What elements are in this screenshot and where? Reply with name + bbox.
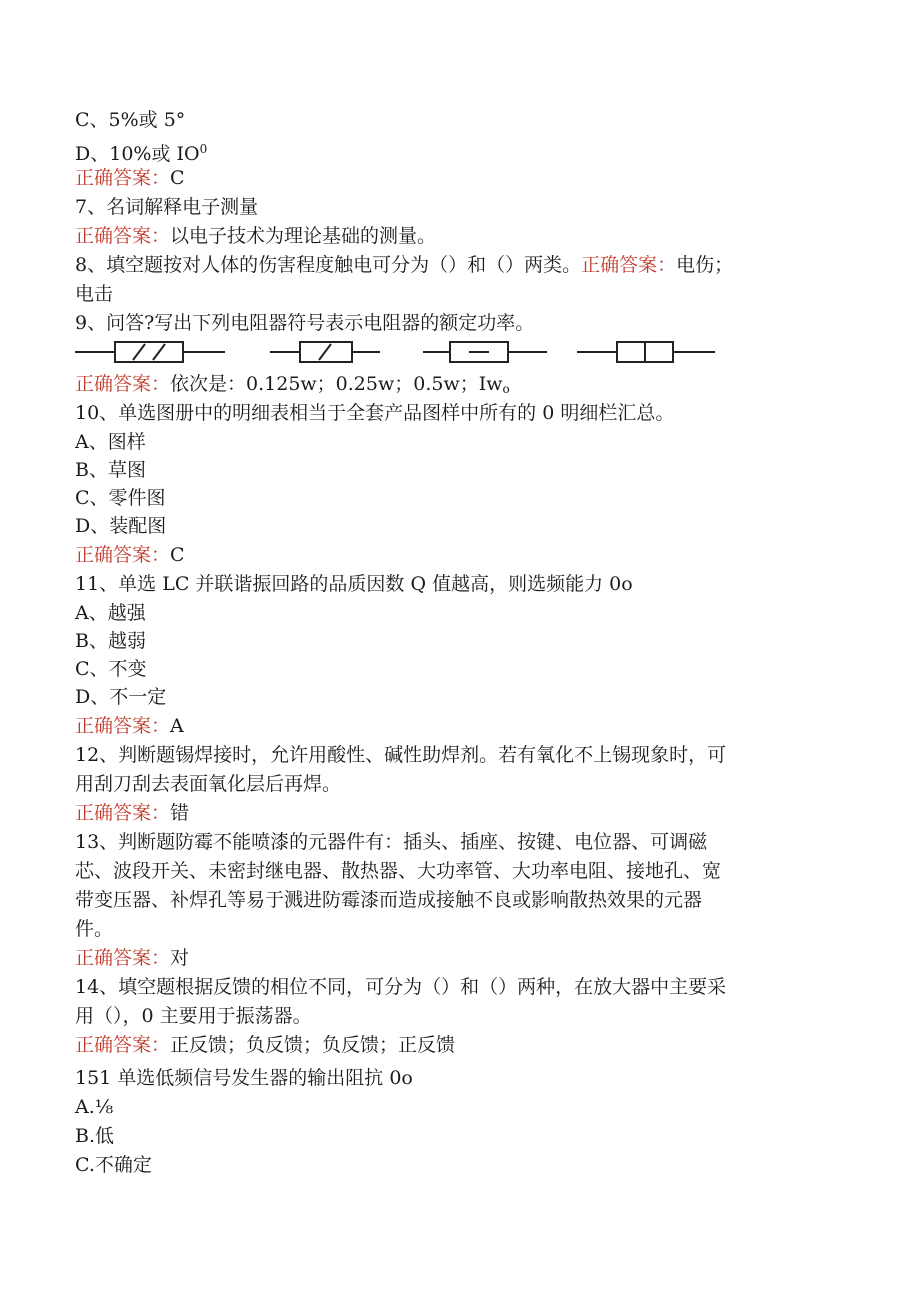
question-11: 11、单选 LC 并联谐振回路的品质因数 Q 值越高，则选频能力 0o — [75, 573, 633, 595]
answer-line: 正确答案：C — [75, 167, 185, 189]
option-d: D、装配图 — [75, 515, 167, 537]
resistor-symbol-double-slash — [75, 342, 225, 362]
question-8: 8、填空题按对人体的伤害程度触电可分为（）和（）两类。正确答案：电伤； — [75, 254, 734, 276]
answer-line: 正确答案：对 — [75, 947, 190, 969]
option-d: D、10%或 $IO^0$ — [75, 142, 208, 165]
resistor-symbol-vertical-bar — [577, 342, 715, 362]
option-b: B、越弱 — [75, 630, 146, 652]
question-13-cont: 芯、波段开关、未密封继电器、散热器、大功率管、大功率电阻、接地孔、宽 — [75, 860, 722, 882]
question-12: 12、判断题锡焊接时，允许用酸性、碱性助焊剂。若有氧化不上锡现象时，可 — [75, 744, 727, 766]
question-14: 14、填空题根据反馈的相位不同，可分为（）和（）两种，在放大器中主要采 — [75, 976, 727, 998]
question-7: 7、名词解释电子测量 — [75, 196, 259, 218]
option-a: A.⅛ — [75, 1096, 114, 1118]
option-b: B、草图 — [75, 459, 146, 481]
option-d: D、不一定 — [75, 686, 167, 708]
option-c: C.不确定 — [75, 1154, 152, 1176]
question-12-cont: 用刮刀刮去表面氧化层后再焊。 — [75, 773, 342, 795]
answer-line: 正确答案：正反馈；负反馈；负反馈；正反馈 — [75, 1034, 456, 1056]
answer-line: 正确答案：C — [75, 544, 185, 566]
option-c: C、5%或 5° — [75, 109, 186, 131]
option-b: B.低 — [75, 1125, 115, 1147]
question-15: 151 单选低频信号发生器的输出阻抗 0o — [75, 1067, 413, 1089]
resistor-symbol-single-slash — [270, 342, 380, 362]
question-10: 10、单选图册中的明细表相当于全套产品图样中所有的 0 明细栏汇总。 — [75, 402, 675, 424]
answer-line: 正确答案：以电子技术为理论基础的测量。 — [75, 225, 437, 247]
option-a: A、图样 — [75, 431, 146, 453]
answer-line: 正确答案：A — [75, 715, 184, 737]
option-a: A、越强 — [75, 602, 146, 624]
question-8-cont: 电击 — [75, 283, 114, 305]
resistor-symbol-dash — [423, 342, 547, 362]
option-c: C、零件图 — [75, 487, 166, 509]
question-13: 13、判断题防霉不能喷漆的元器件有：插头、插座、按键、电位器、可调磁 — [75, 831, 708, 853]
question-14-cont: 用（），0 主要用于振荡器。 — [75, 1005, 312, 1027]
option-c: C、不变 — [75, 658, 147, 680]
resistor-symbols-figure — [75, 338, 725, 368]
question-9: 9、问答?写出下列电阻器符号表示电阻器的额定功率。 — [75, 312, 535, 334]
question-13-cont: 件。 — [75, 918, 114, 940]
answer-line: 正确答案：依次是：0.125w；0.25w；0.5w；$Iw_o$ — [75, 373, 510, 396]
question-13-cont: 带变压器、补焊孔等易于溅进防霉漆而造成接触不良或影响散热效果的元器 — [75, 889, 703, 911]
answer-line: 正确答案：错 — [75, 802, 190, 824]
